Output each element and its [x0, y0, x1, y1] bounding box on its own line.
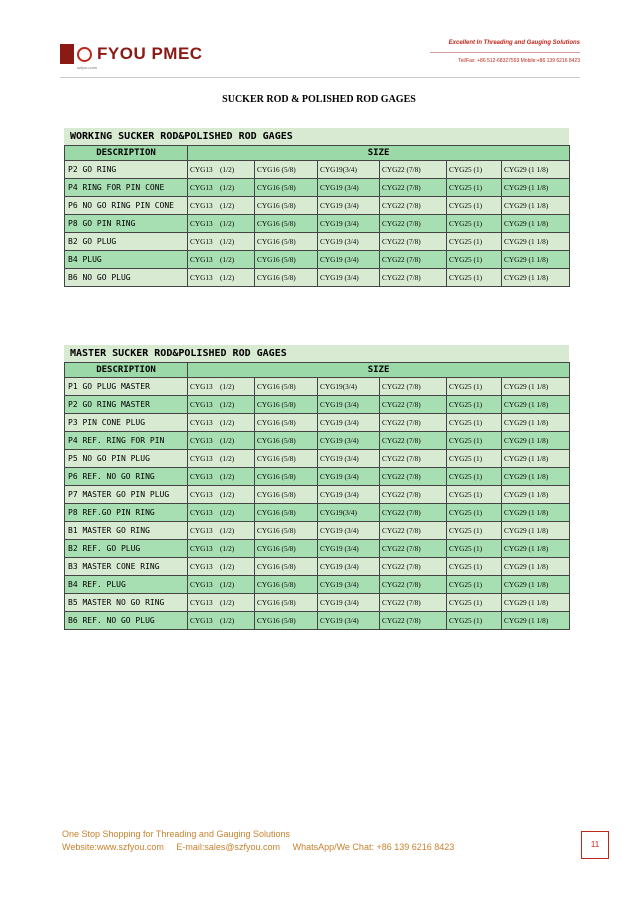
description-cell: B4 REF. PLUG — [65, 576, 188, 594]
brand-logo-text: FYOU PMEC — [97, 44, 203, 63]
size-cell: CYG25 (1) — [447, 179, 502, 197]
size-cell: CYG25 (1) — [447, 432, 502, 450]
footer-whatsapp: WhatsApp/We Chat: +86 139 6216 8423 — [292, 842, 455, 852]
description-cell: P6 NO GO RING PIN CONE — [65, 197, 188, 215]
page-number: 11 — [581, 831, 609, 859]
size-cell: CYG25 (1) — [447, 540, 502, 558]
table-row — [65, 396, 570, 414]
size-cell: CYG29 (1 1/8) — [502, 378, 570, 396]
size-cell: CYG22 (7/8) — [380, 558, 447, 576]
size-cell: CYG19 (3/4) — [318, 414, 380, 432]
working-header-row — [65, 146, 570, 161]
size-cell: CYG16 (5/8) — [255, 197, 318, 215]
size-cell: CYG29 (1 1/8) — [502, 161, 570, 179]
working-gages-table — [64, 145, 570, 287]
size-cell: CYG19 (3/4) — [318, 432, 380, 450]
logo-circle-icon — [77, 47, 92, 62]
size-cell: CYG13 (1/2) — [188, 414, 255, 432]
size-cell: CYG19(3/4) — [318, 504, 380, 522]
size-cell: CYG29 (1 1/8) — [502, 414, 570, 432]
size-cell: CYG25 (1) — [447, 504, 502, 522]
size-cell: CYG19 (3/4) — [318, 233, 380, 251]
table-row — [65, 504, 570, 522]
size-cell: CYG29 (1 1/8) — [502, 269, 570, 287]
table-row — [65, 486, 570, 504]
size-cell: CYG19 (3/4) — [318, 576, 380, 594]
size-cell: CYG29 (1 1/8) — [502, 432, 570, 450]
description-cell: P2 GO RING — [65, 161, 188, 179]
size-cell: CYG19 (3/4) — [318, 612, 380, 630]
size-cell: CYG22 (7/8) — [380, 594, 447, 612]
size-cell: CYG16 (5/8) — [255, 504, 318, 522]
size-cell: CYG22 (7/8) — [380, 522, 447, 540]
master-gages-table — [64, 362, 570, 630]
working-gages-title: WORKING SUCKER ROD&POLISHED ROD GAGES — [64, 128, 569, 145]
size-cell: CYG22 (7/8) — [380, 269, 447, 287]
footer-email: E-mail:sales@szfyou.com — [176, 842, 281, 852]
size-cell: CYG29 (1 1/8) — [502, 612, 570, 630]
header-slogan: Excellent In Threading and Gauging Solutions — [448, 40, 580, 46]
size-cell: CYG19(3/4) — [318, 161, 380, 179]
size-cell: CYG25 (1) — [447, 522, 502, 540]
size-cell: CYG29 (1 1/8) — [502, 504, 570, 522]
footer-tagline: One Stop Shopping for Threading and Gauging Solutions — [62, 829, 290, 839]
description-cell: P4 REF. RING FOR PIN — [65, 432, 188, 450]
size-column-header: SIZE — [188, 146, 570, 161]
size-cell: CYG13 (1/2) — [188, 540, 255, 558]
size-cell: CYG16 (5/8) — [255, 468, 318, 486]
size-cell: CYG19 (3/4) — [318, 558, 380, 576]
size-cell: CYG16 (5/8) — [255, 486, 318, 504]
size-cell: CYG16 (5/8) — [255, 233, 318, 251]
size-cell: CYG25 (1) — [447, 215, 502, 233]
size-cell: CYG29 (1 1/8) — [502, 215, 570, 233]
size-cell: CYG16 (5/8) — [255, 269, 318, 287]
size-cell: CYG16 (5/8) — [255, 378, 318, 396]
table-row — [65, 197, 570, 215]
size-cell: CYG25 (1) — [447, 378, 502, 396]
size-cell: CYG16 (5/8) — [255, 576, 318, 594]
description-cell: B4 PLUG — [65, 251, 188, 269]
size-cell: CYG16 (5/8) — [255, 432, 318, 450]
table-row — [65, 540, 570, 558]
table-row — [65, 576, 570, 594]
size-cell: CYG29 (1 1/8) — [502, 468, 570, 486]
size-cell: CYG29 (1 1/8) — [502, 450, 570, 468]
description-column-header: DESCRIPTION — [65, 146, 188, 161]
table-row — [65, 251, 570, 269]
size-cell: CYG22 (7/8) — [380, 576, 447, 594]
size-cell: CYG29 (1 1/8) — [502, 179, 570, 197]
table-row — [65, 612, 570, 630]
working-gages-panel — [64, 128, 569, 287]
size-cell: CYG16 (5/8) — [255, 414, 318, 432]
size-cell: CYG22 (7/8) — [380, 161, 447, 179]
description-cell: P1 GO PLUG MASTER — [65, 378, 188, 396]
size-cell: CYG13 (1/2) — [188, 504, 255, 522]
size-cell: CYG16 (5/8) — [255, 450, 318, 468]
size-cell: CYG19 (3/4) — [318, 522, 380, 540]
size-cell: CYG16 (5/8) — [255, 522, 318, 540]
size-cell: CYG13 (1/2) — [188, 251, 255, 269]
size-cell: CYG13 (1/2) — [188, 215, 255, 233]
size-cell: CYG29 (1 1/8) — [502, 233, 570, 251]
description-cell: B3 MASTER CONE RING — [65, 558, 188, 576]
size-cell: CYG13 (1/2) — [188, 233, 255, 251]
page-header — [60, 38, 580, 78]
header-contact: Tel/Fax: +86 512-68327593 Mobile:+86 139 6216 8423 — [458, 58, 580, 64]
size-cell: CYG22 (7/8) — [380, 468, 447, 486]
size-cell: CYG13 (1/2) — [188, 468, 255, 486]
size-cell: CYG13 (1/2) — [188, 378, 255, 396]
size-cell: CYG25 (1) — [447, 558, 502, 576]
size-cell: CYG13 (1/2) — [188, 486, 255, 504]
size-cell: CYG25 (1) — [447, 576, 502, 594]
description-cell: P4 RING FOR PIN CONE — [65, 179, 188, 197]
description-column-header: DESCRIPTION — [65, 363, 188, 378]
size-cell: CYG29 (1 1/8) — [502, 576, 570, 594]
size-cell: CYG13 (1/2) — [188, 450, 255, 468]
table-row — [65, 378, 570, 396]
size-cell: CYG25 (1) — [447, 396, 502, 414]
table-row — [65, 215, 570, 233]
size-cell: CYG25 (1) — [447, 612, 502, 630]
size-cell: CYG19 (3/4) — [318, 594, 380, 612]
size-cell: CYG29 (1 1/8) — [502, 251, 570, 269]
size-cell: CYG29 (1 1/8) — [502, 396, 570, 414]
size-cell: CYG25 (1) — [447, 161, 502, 179]
size-cell: CYG25 (1) — [447, 486, 502, 504]
size-cell: CYG19 (3/4) — [318, 396, 380, 414]
size-cell: CYG29 (1 1/8) — [502, 540, 570, 558]
size-cell: CYG29 (1 1/8) — [502, 522, 570, 540]
description-cell: B6 REF. NO GO PLUG — [65, 612, 188, 630]
size-cell: CYG22 (7/8) — [380, 612, 447, 630]
description-cell: B2 REF. GO PLUG — [65, 540, 188, 558]
size-cell: CYG22 (7/8) — [380, 251, 447, 269]
size-cell: CYG29 (1 1/8) — [502, 558, 570, 576]
size-cell: CYG13 (1/2) — [188, 594, 255, 612]
size-cell: CYG13 (1/2) — [188, 432, 255, 450]
size-cell: CYG13 (1/2) — [188, 396, 255, 414]
page-footer — [62, 828, 464, 854]
size-cell: CYG13 (1/2) — [188, 558, 255, 576]
size-cell: CYG19(3/4) — [318, 378, 380, 396]
description-cell: P2 GO RING MASTER — [65, 396, 188, 414]
size-cell: CYG19 (3/4) — [318, 251, 380, 269]
size-cell: CYG13 (1/2) — [188, 522, 255, 540]
header-divider — [60, 77, 580, 78]
header-accent-rule — [430, 52, 580, 53]
size-cell: CYG16 (5/8) — [255, 251, 318, 269]
size-cell: CYG25 (1) — [447, 594, 502, 612]
size-cell: CYG22 (7/8) — [380, 486, 447, 504]
description-cell: B5 MASTER NO GO RING — [65, 594, 188, 612]
size-cell: CYG16 (5/8) — [255, 396, 318, 414]
master-header-row — [65, 363, 570, 378]
table-row — [65, 522, 570, 540]
size-cell: CYG25 (1) — [447, 414, 502, 432]
size-cell: CYG25 (1) — [447, 233, 502, 251]
table-row — [65, 450, 570, 468]
size-cell: CYG22 (7/8) — [380, 233, 447, 251]
description-cell: P8 GO PIN RING — [65, 215, 188, 233]
description-cell: P6 REF. NO GO RING — [65, 468, 188, 486]
description-cell: B2 GO PLUG — [65, 233, 188, 251]
size-cell: CYG19 (3/4) — [318, 450, 380, 468]
size-cell: CYG25 (1) — [447, 450, 502, 468]
table-row — [65, 161, 570, 179]
footer-contact — [62, 841, 464, 854]
size-cell: CYG19 (3/4) — [318, 215, 380, 233]
master-gages-panel — [64, 345, 569, 630]
size-cell: CYG25 (1) — [447, 468, 502, 486]
size-cell: CYG13 (1/2) — [188, 197, 255, 215]
size-cell: CYG25 (1) — [447, 197, 502, 215]
size-cell: CYG22 (7/8) — [380, 504, 447, 522]
table-row — [65, 414, 570, 432]
size-cell: CYG16 (5/8) — [255, 215, 318, 233]
description-cell: B6 NO GO PLUG — [65, 269, 188, 287]
size-cell: CYG19 (3/4) — [318, 468, 380, 486]
size-cell: CYG19 (3/4) — [318, 197, 380, 215]
description-cell: P3 PIN CONE PLUG — [65, 414, 188, 432]
table-row — [65, 179, 570, 197]
size-cell: CYG13 (1/2) — [188, 269, 255, 287]
table-row — [65, 558, 570, 576]
size-cell: CYG13 (1/2) — [188, 179, 255, 197]
size-cell: CYG13 (1/2) — [188, 612, 255, 630]
size-cell: CYG16 (5/8) — [255, 540, 318, 558]
size-cell: CYG25 (1) — [447, 269, 502, 287]
size-cell: CYG19 (3/4) — [318, 540, 380, 558]
size-cell: CYG13 (1/2) — [188, 161, 255, 179]
size-cell: CYG22 (7/8) — [380, 540, 447, 558]
size-cell: CYG22 (7/8) — [380, 414, 447, 432]
description-cell: B1 MASTER GO RING — [65, 522, 188, 540]
footer-website: Website:www.szfyou.com — [62, 842, 164, 852]
size-cell: CYG25 (1) — [447, 251, 502, 269]
table-row — [65, 468, 570, 486]
size-cell: CYG29 (1 1/8) — [502, 197, 570, 215]
size-cell: CYG22 (7/8) — [380, 432, 447, 450]
size-cell: CYG22 (7/8) — [380, 396, 447, 414]
size-cell: CYG16 (5/8) — [255, 179, 318, 197]
size-cell: CYG16 (5/8) — [255, 612, 318, 630]
brand-sub-text: szfyou.com — [77, 65, 98, 70]
size-cell: CYG22 (7/8) — [380, 378, 447, 396]
table-row — [65, 269, 570, 287]
master-gages-title: MASTER SUCKER ROD&POLISHED ROD GAGES — [64, 345, 569, 362]
size-cell: CYG13 (1/2) — [188, 576, 255, 594]
size-cell: CYG22 (7/8) — [380, 179, 447, 197]
size-cell: CYG29 (1 1/8) — [502, 486, 570, 504]
size-cell: CYG19 (3/4) — [318, 486, 380, 504]
description-cell: P8 REF.GO PIN RING — [65, 504, 188, 522]
table-row — [65, 432, 570, 450]
size-cell: CYG16 (5/8) — [255, 161, 318, 179]
size-cell: CYG16 (5/8) — [255, 558, 318, 576]
size-cell: CYG22 (7/8) — [380, 197, 447, 215]
size-cell: CYG16 (5/8) — [255, 594, 318, 612]
size-cell: CYG22 (7/8) — [380, 450, 447, 468]
logo-mark-icon — [60, 44, 74, 64]
size-cell: CYG22 (7/8) — [380, 215, 447, 233]
description-cell: P5 NO GO PIN PLUG — [65, 450, 188, 468]
description-cell: P7 MASTER GO PIN PLUG — [65, 486, 188, 504]
table-row — [65, 233, 570, 251]
size-column-header: SIZE — [188, 363, 570, 378]
table-row — [65, 594, 570, 612]
size-cell: CYG19 (3/4) — [318, 179, 380, 197]
size-cell: CYG19 (3/4) — [318, 269, 380, 287]
size-cell: CYG29 (1 1/8) — [502, 594, 570, 612]
page-title: SUCKER ROD & POLISHED ROD GAGES — [222, 94, 416, 105]
